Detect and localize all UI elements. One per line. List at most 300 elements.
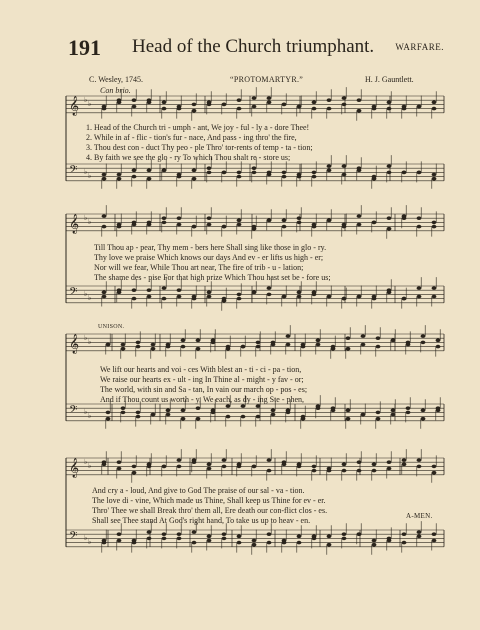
note-head	[117, 539, 122, 543]
note-head	[147, 295, 152, 299]
note-head	[432, 532, 437, 536]
note-head	[102, 107, 107, 111]
note-head	[222, 297, 227, 301]
note-head	[222, 532, 227, 536]
note-head	[147, 101, 152, 105]
note-head	[252, 543, 257, 547]
note-head	[267, 458, 272, 462]
note-head	[297, 465, 302, 469]
flat-sign: ♭	[88, 100, 92, 108]
note-head	[106, 343, 111, 347]
note-head	[357, 98, 362, 102]
note-head	[106, 411, 111, 415]
note-head	[132, 98, 137, 102]
unison-marking: UNISON.	[98, 324, 125, 330]
note-head	[312, 107, 317, 111]
note-head	[117, 288, 122, 292]
lyric-line: And cry a - loud, And give to God The praise of our sal - va - tion.	[92, 486, 305, 495]
note-head	[267, 293, 272, 297]
note-head	[102, 541, 107, 545]
note-head	[166, 409, 171, 413]
note-head	[267, 101, 272, 105]
note-head	[162, 297, 167, 301]
note-head	[421, 334, 426, 338]
note-head	[387, 171, 392, 175]
note-head	[342, 96, 347, 100]
note-head	[402, 171, 407, 175]
note-head	[372, 543, 377, 547]
note-head	[282, 219, 287, 223]
note-head	[376, 345, 381, 349]
note-head	[132, 175, 137, 179]
note-head	[237, 463, 242, 467]
note-head	[256, 341, 261, 345]
note-head	[432, 101, 437, 105]
note-head	[372, 297, 377, 301]
bass-clef: 𝄢	[69, 530, 78, 545]
note-head	[432, 539, 437, 543]
note-head	[237, 171, 242, 175]
note-head	[402, 458, 407, 462]
note-head	[106, 417, 111, 421]
note-head	[301, 343, 306, 347]
note-head	[417, 535, 422, 539]
note-head	[117, 460, 122, 464]
note-head	[117, 223, 122, 227]
note-head	[166, 413, 171, 417]
note-head	[267, 171, 272, 175]
lyric-line: 1. Head of the Church tri - umph - ant, We joy - ful - ly a - dore Thee!	[86, 123, 310, 132]
note-head	[312, 465, 317, 469]
note-head	[147, 223, 152, 227]
note-head	[417, 171, 422, 175]
note-head	[436, 406, 441, 410]
note-head	[192, 109, 197, 113]
note-head	[177, 458, 182, 462]
note-head	[297, 291, 302, 295]
note-head	[237, 223, 242, 227]
note-head	[196, 406, 201, 410]
note-head	[177, 288, 182, 292]
note-head	[177, 532, 182, 536]
note-head	[312, 537, 317, 541]
note-head	[432, 177, 437, 181]
note-head	[267, 532, 272, 536]
note-head	[132, 288, 137, 292]
note-head	[312, 225, 317, 229]
note-head	[357, 469, 362, 473]
note-head	[237, 107, 242, 111]
note-head	[297, 221, 302, 225]
note-head	[357, 223, 362, 227]
note-head	[417, 295, 422, 299]
note-head	[432, 286, 437, 290]
note-head	[267, 286, 272, 290]
note-head	[151, 347, 156, 351]
note-head	[421, 417, 426, 421]
note-head	[331, 345, 336, 349]
note-head	[312, 469, 317, 473]
note-head	[162, 101, 167, 105]
note-head	[222, 458, 227, 462]
note-head	[436, 339, 441, 343]
flat-sign: ♭	[88, 218, 92, 226]
note-head	[267, 96, 272, 100]
note-head	[222, 171, 227, 175]
note-head	[387, 467, 392, 471]
flat-sign: ♭	[88, 462, 92, 470]
treble-clef: 𝄞	[69, 334, 80, 354]
note-head	[132, 297, 137, 301]
note-head	[117, 173, 122, 177]
note-head	[192, 530, 197, 534]
lyric-line: Nor will we fear, While Thou art near, The fire of trib - u - lation;	[94, 263, 304, 272]
note-head	[286, 343, 291, 347]
note-head	[301, 415, 306, 419]
note-head	[372, 105, 377, 109]
note-head	[406, 343, 411, 347]
note-head	[342, 173, 347, 177]
note-head	[132, 221, 137, 225]
note-head	[121, 343, 126, 347]
note-head	[132, 471, 137, 475]
note-head	[357, 532, 362, 536]
note-head	[357, 295, 362, 299]
note-head	[361, 343, 366, 347]
note-head	[432, 107, 437, 111]
note-head	[192, 295, 197, 299]
note-head	[391, 339, 396, 343]
note-head	[267, 541, 272, 545]
note-head	[271, 409, 276, 413]
note-head	[346, 336, 351, 340]
note-head	[117, 177, 122, 181]
note-head	[406, 411, 411, 415]
note-head	[361, 334, 366, 338]
note-head	[147, 169, 152, 173]
note-head	[312, 171, 317, 175]
note-head	[402, 541, 407, 545]
hymn-composer: H. J. Gauntlett.	[365, 75, 414, 84]
lyric-line: We lift our hearts and voi - ces With blest an - ti - ci - pa - tion,	[100, 365, 302, 374]
note-head	[327, 107, 332, 111]
note-head	[136, 341, 141, 345]
note-head	[252, 171, 257, 175]
note-head	[282, 171, 287, 175]
hymn-author: C. Wesley, 1745.	[89, 75, 144, 84]
note-head	[372, 463, 377, 467]
note-head	[417, 225, 422, 229]
tune-name: “PROTOMARTYR.”	[230, 75, 304, 84]
note-head	[312, 291, 317, 295]
note-head	[102, 177, 107, 181]
flat-sign: ♭	[84, 290, 88, 298]
note-head	[432, 225, 437, 229]
lyric-line: And if Thou count us worth - y, We each, as dy - ing Ste - phen,	[100, 395, 305, 404]
note-head	[271, 341, 276, 345]
note-head	[237, 541, 242, 545]
note-head	[207, 467, 212, 471]
note-head	[102, 173, 107, 177]
note-head	[226, 345, 231, 349]
note-head	[417, 286, 422, 290]
note-head	[342, 537, 347, 541]
note-head	[282, 541, 287, 545]
note-head	[196, 347, 201, 351]
note-head	[402, 216, 407, 220]
note-head	[207, 223, 212, 227]
note-head	[342, 223, 347, 227]
note-head	[286, 411, 291, 415]
note-head	[327, 169, 332, 173]
note-head	[297, 295, 302, 299]
note-head	[391, 413, 396, 417]
note-head	[387, 216, 392, 220]
note-head	[207, 539, 212, 543]
note-head	[207, 291, 212, 295]
note-head	[297, 216, 302, 220]
flat-sign: ♭	[84, 534, 88, 542]
note-head	[241, 404, 246, 408]
note-head	[361, 413, 366, 417]
note-head	[237, 175, 242, 179]
note-head	[327, 543, 332, 547]
note-head	[327, 295, 332, 299]
note-head	[282, 225, 287, 229]
note-head	[346, 409, 351, 413]
flat-sign: ♭	[84, 168, 88, 176]
note-head	[256, 345, 261, 349]
note-head	[237, 219, 242, 223]
note-head	[147, 465, 152, 469]
note-head	[282, 460, 287, 464]
note-head	[402, 105, 407, 109]
note-head	[117, 532, 122, 536]
lyric-line: Shall see Thee stand At God's right hand, To take us up to heav - en.	[92, 516, 311, 525]
note-head	[417, 465, 422, 469]
note-head	[387, 291, 392, 295]
note-head	[387, 107, 392, 111]
note-head	[177, 223, 182, 227]
note-head	[207, 216, 212, 220]
note-head	[237, 535, 242, 539]
note-head	[327, 219, 332, 223]
note-head	[432, 295, 437, 299]
note-head	[166, 345, 171, 349]
note-head	[252, 291, 257, 295]
note-head	[222, 537, 227, 541]
note-head	[372, 539, 377, 543]
treble-clef: 𝄞	[69, 214, 80, 234]
note-head	[402, 463, 407, 467]
note-head	[327, 164, 332, 168]
flat-sign: ♭	[88, 538, 92, 546]
note-head	[162, 465, 167, 469]
note-head	[237, 293, 242, 297]
note-head	[327, 98, 332, 102]
note-head	[121, 411, 126, 415]
note-head	[121, 406, 126, 410]
note-head	[207, 166, 212, 170]
note-head	[177, 216, 182, 220]
note-head	[376, 411, 381, 415]
note-head	[177, 465, 182, 469]
note-head	[327, 469, 332, 473]
note-head	[241, 415, 246, 419]
note-head	[421, 341, 426, 345]
note-head	[237, 98, 242, 102]
note-head	[117, 467, 122, 471]
note-head	[222, 465, 227, 469]
note-head	[387, 539, 392, 543]
lyric-line: We raise our hearts ex - ult - ing In Thine al - might - y fav - or;	[100, 375, 304, 384]
note-head	[162, 286, 167, 290]
note-head	[192, 460, 197, 464]
note-head	[252, 105, 257, 109]
note-head	[256, 404, 261, 408]
note-head	[372, 221, 377, 225]
note-head	[342, 164, 347, 168]
note-head	[312, 101, 317, 105]
note-head	[181, 339, 186, 343]
note-head	[286, 334, 291, 338]
note-head	[252, 166, 257, 170]
note-head	[181, 417, 186, 421]
note-head	[192, 103, 197, 107]
note-head	[177, 537, 182, 541]
lyric-line: Till Thou ap - pear, Thy mem - bers here Shall sing like those in glo - ry.	[94, 243, 327, 252]
note-head	[207, 295, 212, 299]
hymn-title: Head of the Church triumphant.	[132, 36, 375, 57]
note-head	[192, 177, 197, 181]
note-head	[192, 541, 197, 545]
note-head	[252, 465, 257, 469]
note-head	[241, 345, 246, 349]
flat-sign: ♭	[88, 338, 92, 346]
note-head	[147, 537, 152, 541]
note-head	[282, 103, 287, 107]
note-head	[256, 415, 261, 419]
note-head	[387, 101, 392, 105]
note-head	[162, 221, 167, 225]
note-head	[387, 164, 392, 168]
note-head	[316, 343, 321, 347]
note-head	[387, 227, 392, 231]
note-head	[421, 409, 426, 413]
note-head	[151, 343, 156, 347]
note-head	[252, 539, 257, 543]
note-head	[207, 463, 212, 467]
flat-sign: ♭	[84, 96, 88, 104]
note-head	[342, 532, 347, 536]
note-head	[297, 175, 302, 179]
note-head	[117, 98, 122, 102]
treble-clef: 𝄞	[69, 96, 80, 116]
note-head	[342, 103, 347, 107]
note-head	[136, 345, 141, 349]
note-head	[267, 219, 272, 223]
note-head	[147, 530, 152, 534]
lyric-line: 4. By faith we see the glo - ry To which Thou shalt re - store us;	[86, 153, 291, 162]
bass-clef: 𝄢	[69, 286, 78, 301]
note-head	[132, 465, 137, 469]
lyric-line: The shame des - pise For that high prize Which Thou hast set be - fore us;	[94, 273, 331, 282]
amen-label: A-MEN.	[406, 512, 433, 520]
lyric-line: Thy love we praise Which knows our days And ev - er lifts us high - er;	[94, 253, 324, 262]
note-head	[102, 295, 107, 299]
note-head	[162, 216, 167, 220]
note-head	[346, 417, 351, 421]
note-head	[177, 295, 182, 299]
note-head	[162, 537, 167, 541]
note-head	[282, 295, 287, 299]
note-head	[372, 175, 377, 179]
note-head	[147, 288, 152, 292]
note-head	[402, 297, 407, 301]
lyric-line: 3. Thou dest con - duct Thy peo - ple Thro' tor-rents of temp - ta - tion;	[86, 143, 313, 152]
note-head	[207, 103, 212, 107]
note-head	[417, 530, 422, 534]
note-head	[267, 469, 272, 473]
hymn-category: WARFARE.	[395, 42, 444, 52]
flat-sign: ♭	[84, 334, 88, 342]
note-head	[121, 347, 126, 351]
flat-sign: ♭	[84, 408, 88, 416]
bass-clef: 𝄢	[69, 164, 78, 179]
note-head	[316, 339, 321, 343]
note-head	[181, 409, 186, 413]
note-head	[252, 225, 257, 229]
note-head	[271, 413, 276, 417]
flat-sign: ♭	[84, 214, 88, 222]
treble-clef: 𝄞	[69, 458, 80, 478]
note-head	[132, 169, 137, 173]
note-head	[192, 169, 197, 173]
note-head	[432, 221, 437, 225]
note-head	[102, 225, 107, 229]
tempo-marking: Con brio.	[100, 86, 131, 95]
flat-sign: ♭	[84, 458, 88, 466]
note-head	[162, 532, 167, 536]
note-head	[252, 96, 257, 100]
note-head	[222, 103, 227, 107]
note-head	[432, 465, 437, 469]
note-head	[102, 214, 107, 218]
lyric-line: The love di - vine, Which made us Thine, Shall keep us Thine for ev - er.	[92, 496, 326, 505]
lyric-line: Thro' Thee we shall Break thro' them all, Ere death our con-flict clos - es.	[92, 506, 328, 515]
note-head	[207, 171, 212, 175]
bass-clef: 𝄢	[69, 404, 78, 419]
note-head	[207, 535, 212, 539]
lyric-line: 2. While in af - flic - tion's fur - nace, And pass - ing thro' the fire,	[86, 133, 297, 142]
note-head	[346, 347, 351, 351]
note-head	[162, 107, 167, 111]
note-head	[436, 345, 441, 349]
note-head	[357, 166, 362, 170]
note-head	[417, 458, 422, 462]
note-head	[372, 469, 377, 473]
note-head	[192, 225, 197, 229]
note-head	[391, 409, 396, 413]
note-head	[132, 105, 137, 109]
note-head	[312, 175, 317, 179]
note-head	[102, 291, 107, 295]
note-head	[211, 411, 216, 415]
note-head	[376, 417, 381, 421]
note-head	[357, 214, 362, 218]
note-head	[237, 297, 242, 301]
note-head	[316, 406, 321, 410]
